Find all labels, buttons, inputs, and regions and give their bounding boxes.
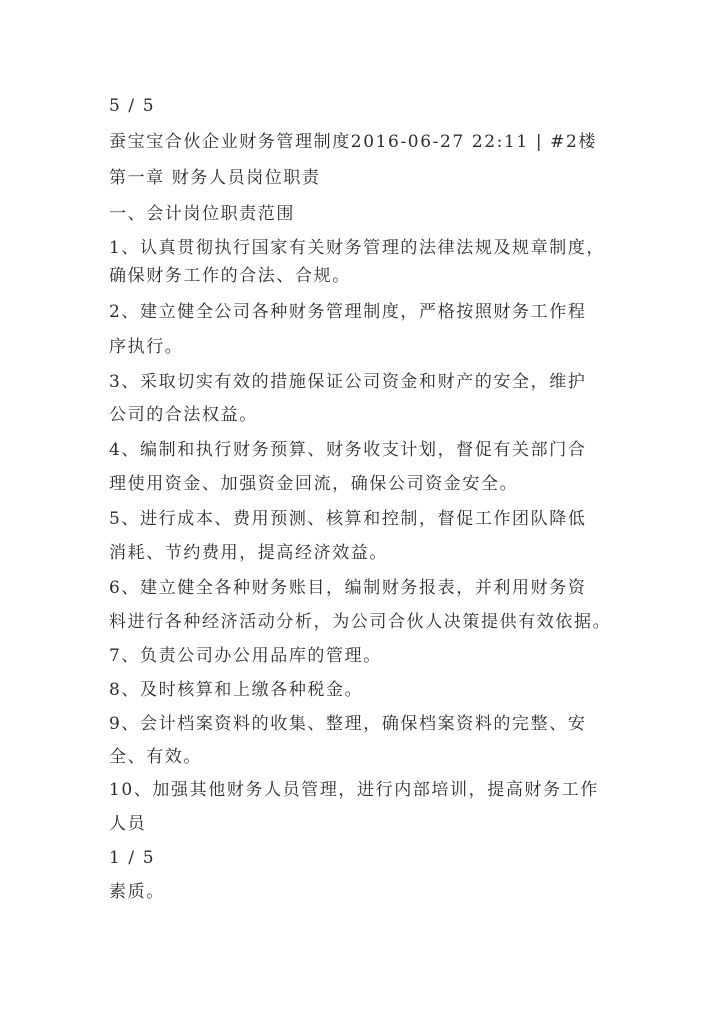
list-item: 7、负责公司办公用品库的管理。	[109, 646, 382, 666]
list-item: 1、认真贯彻执行国家有关财务管理的法律法规及规章制度，	[109, 238, 606, 258]
list-item: 人员	[109, 814, 147, 834]
chapter-title: 第一章 财务人员岗位职责	[109, 168, 321, 188]
list-item: 8、及时核算和上缴各种税金。	[109, 680, 364, 700]
list-item: 10、加强其他财务人员管理，进行内部培训，提高财务工作	[109, 780, 599, 800]
section-title: 一、会计岗位职责范围	[109, 204, 295, 224]
list-item: 序执行。	[109, 337, 184, 357]
page-number-bottom: 1 / 5	[109, 848, 156, 868]
list-item: 4、编制和执行财务预算、财务收支计划，督促有关部门合	[109, 440, 587, 460]
page-number-top: 5 / 5	[109, 96, 156, 116]
list-item: 9、会计档案资料的收集、整理，确保档案资料的完整、安	[109, 714, 587, 734]
list-item: 消耗、节约费用，提高经济效益。	[109, 543, 388, 563]
list-item: 全、有效。	[109, 747, 202, 767]
list-item: 理使用资金、加强资金回流，确保公司资金安全。	[109, 474, 519, 494]
list-item: 3、采取切实有效的措施保证公司资金和财产的安全，维护	[109, 372, 587, 392]
list-item: 2、建立健全公司各种财务管理制度，严格按照财务工作程	[109, 302, 587, 322]
trailing-text: 素质。	[109, 882, 165, 902]
list-item: 确保财务工作的合法、合规。	[109, 266, 351, 286]
list-item: 5、进行成本、费用预测、核算和控制，督促工作团队降低	[109, 509, 587, 529]
list-item: 6、建立健全各种财务账目，编制财务报表，并利用财务资	[109, 578, 587, 598]
header-line: 蚕宝宝合伙企业财务管理制度2016-06-27 22:11 | #2楼	[109, 132, 598, 152]
list-item: 料进行各种经济活动分析，为公司合伙人决策提供有效依据。	[109, 612, 612, 632]
list-item: 公司的合法权益。	[109, 405, 258, 425]
